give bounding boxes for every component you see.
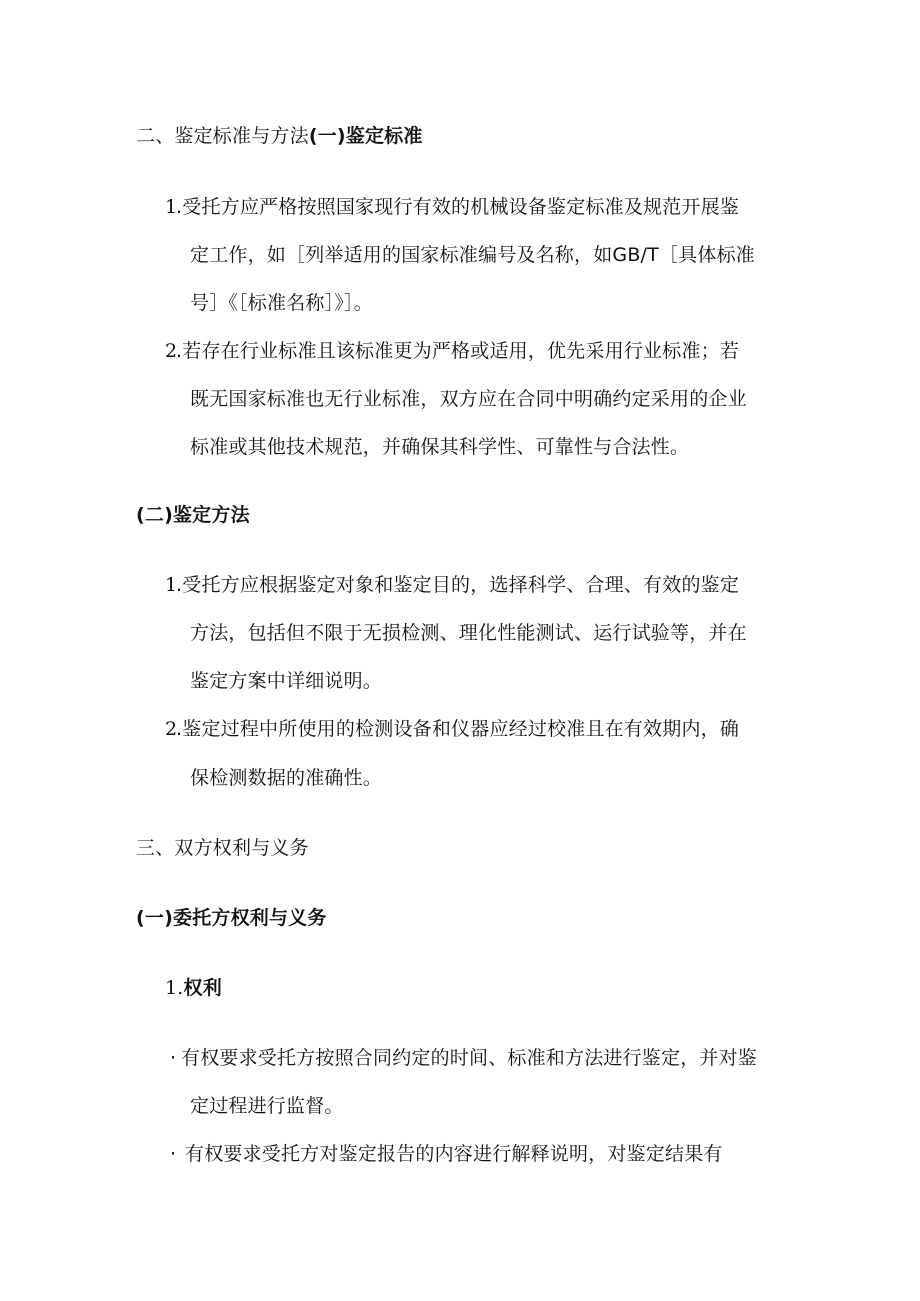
- subsection-heading-2: (二)鉴定方法: [136, 504, 250, 526]
- subsection-heading-1: (一)鉴定标准: [308, 125, 423, 147]
- bullet-mark: ·: [170, 1143, 177, 1165]
- list-number: 2: [165, 718, 178, 740]
- list-item-line: .受托方应根据鉴定对象和鉴定目的，选择科学、合理、有效的鉴定: [176, 574, 740, 596]
- section-heading-plain: 二、鉴定标准与方法: [136, 125, 309, 147]
- list-item-line: .若存在行业标准且该标准更为严格或适用，优先采用行业标准；若: [176, 340, 740, 362]
- list-item-line: 方法，包括但不限于无损检测、理化性能测试、运行试验等，并在: [190, 622, 747, 644]
- list-item-line: 标准或其他技术规范，并确保其科学性、可靠性与合法性。: [190, 436, 690, 458]
- rights-label: 权利: [183, 977, 222, 999]
- bullet-line: 有权要求受托方按照合同约定的时间、标准和方法进行鉴定，并对鉴: [181, 1047, 758, 1069]
- list-item-line: 号］《［标准名称］》］。: [190, 292, 373, 314]
- subsection-heading-3-1: (一)委托方权利与义务: [136, 907, 327, 929]
- bullet-mark: ·: [170, 1047, 177, 1069]
- list-item-line: .鉴定过程中所使用的检测设备和仪器应经过校准且在有效期内，确: [176, 718, 740, 740]
- bullet-line: 有权要求受托方对鉴定报告的内容进行解释说明，对鉴定结果有: [185, 1143, 723, 1165]
- list-item-line: 既无国家标准也无行业标准，双方应在合同中明确约定采用的企业: [190, 388, 747, 410]
- list-item-line: 定工作，如［列举适用的国家标准编号及名称，如GB/T［具体标准: [190, 244, 755, 266]
- list-number: 1: [165, 196, 178, 218]
- bullet-line: 定过程进行监督。: [190, 1095, 344, 1117]
- list-item-line: 鉴定方案中详细说明。: [190, 670, 383, 692]
- list-item-line: 保检测数据的准确性。: [190, 767, 383, 789]
- rights-number: 1.: [165, 977, 184, 999]
- section-heading-2: [136, 123, 423, 149]
- rights-heading: [165, 975, 222, 1001]
- list-number: 1: [165, 574, 178, 596]
- section-heading-3: 三、双方权利与义务: [136, 837, 309, 859]
- list-item-line: .受托方应严格按照国家现行有效的机械设备鉴定标准及规范开展鉴: [176, 196, 740, 218]
- list-number: 2: [165, 340, 178, 362]
